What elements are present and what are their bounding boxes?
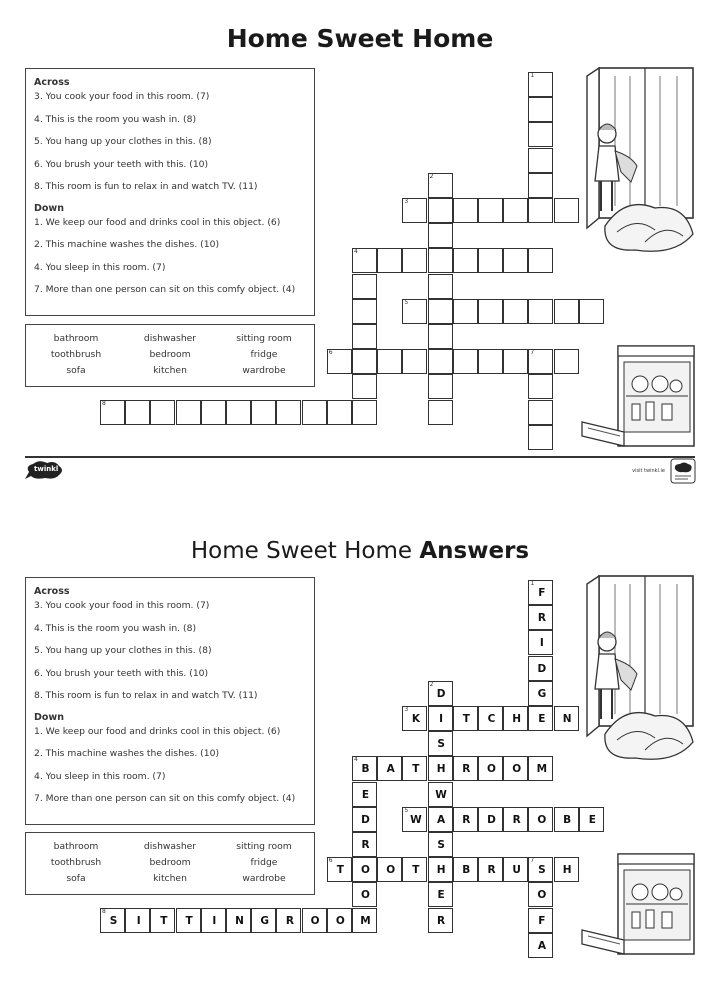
crossword-cell [402, 706, 427, 731]
crossword-cell[interactable] [428, 324, 453, 349]
answer-letter: R [361, 839, 370, 851]
clue-down-7: 7. More than one person can sit on this comfy object. (4) [34, 793, 296, 804]
crossword-cell [428, 731, 453, 756]
word-bank-item: bedroom [149, 857, 191, 868]
crossword-cell [402, 756, 427, 781]
answer-letter: E [361, 788, 370, 801]
answer-letter: E [538, 713, 546, 725]
footer-url: visit twinkl.ie [632, 468, 665, 474]
clue-down-2: 2. This machine washes the dishes. (10) [34, 239, 220, 250]
crossword-cell [528, 933, 553, 958]
crossword-cell [528, 807, 553, 832]
answer-letter: R [285, 914, 294, 927]
crossword-cell[interactable] [503, 248, 528, 273]
crossword-cell[interactable] [402, 299, 427, 324]
crossword-cell[interactable] [176, 400, 201, 425]
logo-text: twinkl [34, 465, 59, 473]
word-bank-item: bedroom [149, 349, 191, 360]
crossword-cell[interactable] [478, 198, 503, 223]
answer-letter: R [487, 864, 496, 877]
word-bank-item: wardrobe [242, 365, 286, 376]
clue-number: 3 [404, 706, 409, 713]
answer-letter: H [512, 713, 522, 725]
clue-across-8: 8. This room is fun to relax in and watch TV. (11) [34, 181, 258, 192]
crossword-cell [402, 857, 427, 882]
crossword-cell [226, 908, 251, 933]
crossword-cell[interactable] [528, 349, 553, 374]
answer-letter: E [437, 889, 445, 902]
clue-across-8: 8. This room is fun to relax in and watch TV. (11) [34, 690, 258, 701]
answer-letter: B [462, 864, 471, 877]
answer-letter: R [462, 763, 471, 776]
clue-down-1: 1. We keep our food and drinks cool in this object. (6) [34, 725, 281, 737]
clue-number: 1 [530, 72, 535, 79]
clue-across-5: 5. You hang up your clothes in this. (8) [34, 645, 212, 656]
crossword-cell[interactable] [554, 198, 579, 223]
crossword-cell [503, 807, 528, 832]
crossword-cell[interactable] [352, 374, 377, 399]
crossword-cell [100, 908, 125, 933]
answer-letter: O [361, 864, 370, 877]
crossword-cell[interactable] [554, 349, 579, 374]
crossword-cell [150, 908, 175, 933]
answer-letter: O [537, 889, 547, 902]
answer-letter: O [361, 889, 370, 902]
clue-number: 5 [404, 298, 409, 306]
answer-letter: H [436, 864, 446, 877]
answer-letter: D [436, 687, 446, 700]
answer-letter: A [386, 763, 395, 776]
crossword-cell [352, 908, 377, 933]
answer-letter: G [537, 687, 547, 700]
clue-number: 8 [102, 907, 106, 915]
answer-letter: D [361, 813, 370, 826]
answer-letter: B [563, 813, 572, 826]
word-bank-item: dishwasher [143, 841, 197, 852]
answer-letter: D [537, 662, 547, 675]
crossword-cell[interactable] [453, 198, 478, 223]
clue-number: 7 [530, 349, 535, 357]
answer-letter: O [386, 864, 396, 877]
crossword-cell [453, 756, 478, 781]
answer-letter: F [538, 587, 546, 599]
answer-letter: R [462, 813, 471, 826]
crossword-cell [579, 807, 604, 832]
crossword-cell[interactable] [528, 248, 553, 273]
crossword-cell [528, 580, 553, 605]
crossword-cell[interactable] [478, 248, 503, 273]
crossword-cell[interactable] [528, 72, 553, 97]
crossword-cell[interactable] [478, 299, 503, 324]
crossword-cell[interactable] [352, 299, 377, 324]
crossword-cell[interactable] [428, 198, 453, 223]
crossword-cell[interactable] [528, 148, 553, 173]
answer-letter: O [512, 763, 522, 776]
page-title: Home Sweet Home [226, 24, 494, 53]
crossword-cell[interactable] [327, 349, 352, 374]
crossword-cell[interactable] [528, 122, 553, 147]
crossword-cell [528, 882, 553, 907]
word-bank-item: dishwasher [143, 333, 197, 344]
crossword-cell [503, 756, 528, 781]
crossword-cell[interactable] [528, 400, 553, 425]
answer-letter: M [536, 763, 548, 776]
crossword-cell[interactable] [503, 198, 528, 223]
answer-letter: H [562, 864, 572, 877]
clue-number: 7 [530, 857, 535, 865]
clue-number: 4 [354, 248, 358, 256]
clue-across-3: 3. You cook your food in this room. (7) [34, 91, 210, 102]
crossword-cell [352, 832, 377, 857]
clue-number: 6 [328, 857, 333, 865]
word-bank [25, 324, 315, 387]
crossword-cell[interactable] [554, 299, 579, 324]
answer-letter: K [411, 713, 420, 725]
word-bank-item: kitchen [153, 873, 187, 884]
crossword-cell [528, 656, 553, 681]
crossword-cell[interactable] [528, 198, 553, 223]
page-title [0, 538, 720, 564]
answer-letter: E [588, 813, 596, 826]
crossword-cell[interactable] [428, 349, 453, 374]
answer-letter: D [487, 813, 496, 826]
crossword-cell [377, 756, 402, 781]
crossword-cell[interactable] [302, 400, 327, 425]
word-bank [25, 832, 315, 895]
crossword-cell[interactable] [453, 248, 478, 273]
answer-letter: O [487, 763, 496, 776]
clue-across-5: 5. You hang up your clothes in this. (8) [34, 136, 212, 147]
crossword-cell [478, 857, 503, 882]
crossword-cell [352, 882, 377, 907]
clue-across-3: 3. You cook your food in this room. (7) [34, 600, 210, 611]
crossword-cell [453, 706, 478, 731]
answer-letter: F [538, 914, 546, 927]
answer-letter: H [436, 763, 446, 776]
clue-down-4: 4. You sleep in this room. (7) [34, 261, 166, 273]
puzzle-sheet [0, 0, 720, 480]
clue-number: 3 [404, 198, 409, 205]
crossword-cell [302, 908, 327, 933]
crossword-cell [352, 782, 377, 807]
crossword-cell[interactable] [402, 248, 427, 273]
word-bank-item: sitting room [236, 333, 292, 344]
twinkl-badge-icon [670, 458, 696, 484]
crossword-cell[interactable] [579, 299, 604, 324]
answer-letter: T [160, 914, 168, 927]
across-heading: Across [34, 77, 70, 88]
answer-letter: O [310, 914, 320, 927]
clue-across-6: 6. You brush your teeth with this. (10) [34, 667, 209, 679]
clue-number: 5 [404, 806, 409, 814]
crossword-cell[interactable] [352, 400, 377, 425]
answer-letter: I [212, 914, 217, 927]
crossword-cell[interactable] [428, 400, 453, 425]
crossword-cell[interactable] [377, 349, 402, 374]
word-bank-item: sitting room [236, 841, 292, 852]
answer-letter: C [487, 713, 496, 725]
crossword-cell[interactable] [428, 223, 453, 248]
crossword-cell[interactable] [276, 400, 301, 425]
crossword-cell[interactable] [352, 274, 377, 299]
crossword-cell [327, 908, 352, 933]
crossword-cell[interactable] [402, 198, 427, 223]
clue-number: 1 [530, 580, 535, 587]
answer-letter: I [539, 637, 544, 650]
answer-letter: O [335, 914, 345, 927]
crossword-cell[interactable] [352, 349, 377, 374]
crossword-cell [327, 857, 352, 882]
crossword-cell[interactable] [453, 349, 478, 374]
crossword-cell [352, 857, 377, 882]
crossword-cell [352, 756, 377, 781]
crossword-cell[interactable] [503, 299, 528, 324]
crossword-cell[interactable] [503, 349, 528, 374]
crossword-cell [528, 706, 553, 731]
answer-letter: W [410, 813, 422, 826]
answer-letter: M [360, 914, 371, 927]
crossword-cell [428, 807, 453, 832]
clue-across-4: 4. This is the room you wash in. (8) [34, 113, 197, 125]
crossword-cell[interactable] [251, 400, 276, 425]
title-bold: Answers [419, 538, 530, 564]
word-bank-item: wardrobe [242, 873, 286, 884]
crossword-cell [276, 908, 301, 933]
answer-letter: R [512, 813, 521, 826]
crossword-cell [428, 706, 453, 731]
across-heading: Across [34, 586, 70, 597]
clues-box [25, 577, 315, 825]
crossword-cell [428, 782, 453, 807]
crossword-cell[interactable] [528, 173, 553, 198]
clue-down-2: 2. This machine washes the dishes. (10) [34, 748, 220, 759]
clue-number: 4 [354, 756, 358, 764]
clue-across-6: 6. You brush your teeth with this. (10) [34, 158, 209, 170]
word-bank-item: fridge [250, 857, 278, 868]
crossword-cell [554, 706, 579, 731]
dishwasher-illustration [580, 344, 696, 452]
answer-letter: S [437, 738, 445, 751]
answer-letter: A [537, 939, 546, 952]
answer-letter: A [437, 813, 446, 826]
wardrobe-illustration [585, 66, 697, 256]
crossword-cell[interactable] [428, 374, 453, 399]
word-bank-item: fridge [250, 349, 278, 360]
crossword-cell[interactable] [352, 324, 377, 349]
clue-number: 8 [102, 399, 106, 407]
answer-letter: U [512, 864, 521, 877]
crossword-cell[interactable] [377, 248, 402, 273]
answer-letter: R [437, 914, 446, 927]
crossword-cell[interactable] [150, 400, 175, 425]
wardrobe-illustration [585, 574, 697, 764]
crossword-cell [528, 605, 553, 630]
footer-divider [25, 456, 695, 458]
crossword-cell [352, 807, 377, 832]
answer-letter: I [136, 914, 141, 927]
clue-number: 2 [429, 680, 434, 688]
word-bank-item: kitchen [153, 365, 187, 376]
crossword-cell[interactable] [428, 299, 453, 324]
clues-box [25, 68, 315, 316]
answer-letter: B [361, 763, 370, 776]
crossword-cell[interactable] [125, 400, 150, 425]
clue-down-7: 7. More than one person can sit on this comfy object. (4) [34, 284, 296, 295]
answer-letter: W [435, 788, 447, 801]
answer-letter: T [185, 914, 193, 927]
answer-letter: I [439, 713, 444, 725]
crossword-cell [478, 756, 503, 781]
crossword-cell [428, 882, 453, 907]
answer-letter: T [412, 864, 420, 877]
crossword-cell [528, 857, 553, 882]
answer-letter: N [235, 914, 244, 927]
crossword-cell[interactable] [352, 248, 377, 273]
crossword-cell[interactable] [428, 274, 453, 299]
crossword-cell [428, 681, 453, 706]
answer-letter: T [412, 763, 420, 776]
down-heading: Down [34, 202, 64, 214]
crossword-cell [377, 857, 402, 882]
crossword-cell [478, 807, 503, 832]
crossword-cell[interactable] [453, 299, 478, 324]
crossword-cell [176, 908, 201, 933]
clue-number: 6 [328, 349, 333, 357]
crossword-cell[interactable] [528, 97, 553, 122]
crossword-cell[interactable] [528, 425, 553, 450]
answer-letter: R [537, 612, 546, 625]
answer-letter: O [537, 813, 547, 826]
dishwasher-illustration [580, 852, 696, 960]
crossword-cell[interactable] [226, 400, 251, 425]
crossword-cell [453, 857, 478, 882]
crossword-cell [402, 807, 427, 832]
crossword-cell[interactable] [428, 173, 453, 198]
crossword-cell [528, 630, 553, 655]
crossword-cell[interactable] [201, 400, 226, 425]
crossword-cell[interactable] [528, 299, 553, 324]
crossword-cell [428, 832, 453, 857]
title-plain: Home Sweet Home [190, 538, 413, 564]
crossword-cell [428, 857, 453, 882]
clue-across-4: 4. This is the room you wash in. (8) [34, 622, 197, 634]
crossword-cell [503, 857, 528, 882]
crossword-cell [428, 756, 453, 781]
crossword-cell [201, 908, 226, 933]
crossword-cell [528, 681, 553, 706]
answer-letter: S [538, 864, 546, 877]
clue-number: 2 [429, 172, 434, 180]
crossword-cell [528, 756, 553, 781]
word-bank-item: toothbrush [50, 857, 102, 868]
crossword-cell[interactable] [528, 374, 553, 399]
crossword-cell [554, 857, 579, 882]
crossword-cell [478, 706, 503, 731]
crossword-cell[interactable] [478, 349, 503, 374]
word-bank-item: toothbrush [50, 349, 102, 360]
crossword-cell [251, 908, 276, 933]
answer-letter: S [437, 839, 445, 851]
crossword-cell[interactable] [402, 349, 427, 374]
crossword-cell [528, 908, 553, 933]
crossword-cell[interactable] [100, 400, 125, 425]
crossword-cell[interactable] [428, 248, 453, 273]
answers-sheet [0, 508, 720, 960]
clue-down-1: 1. We keep our food and drinks cool in this object. (6) [34, 216, 281, 228]
answer-letter: G [260, 914, 269, 927]
crossword-cell [125, 908, 150, 933]
answer-letter: T [336, 864, 344, 877]
crossword-cell [554, 807, 579, 832]
word-bank-item: sofa [66, 365, 86, 376]
crossword-cell [503, 706, 528, 731]
down-heading: Down [34, 711, 64, 723]
crossword-cell[interactable] [327, 400, 352, 425]
word-bank-item: bathroom [53, 841, 99, 852]
answer-letter: T [462, 713, 470, 725]
word-bank-item: bathroom [53, 333, 99, 344]
answer-letter: S [109, 914, 118, 927]
clue-down-4: 4. You sleep in this room. (7) [34, 770, 166, 782]
crossword-cell [453, 807, 478, 832]
crossword-cell [428, 908, 453, 933]
answer-letter: N [562, 713, 572, 725]
word-bank-item: sofa [66, 873, 86, 884]
